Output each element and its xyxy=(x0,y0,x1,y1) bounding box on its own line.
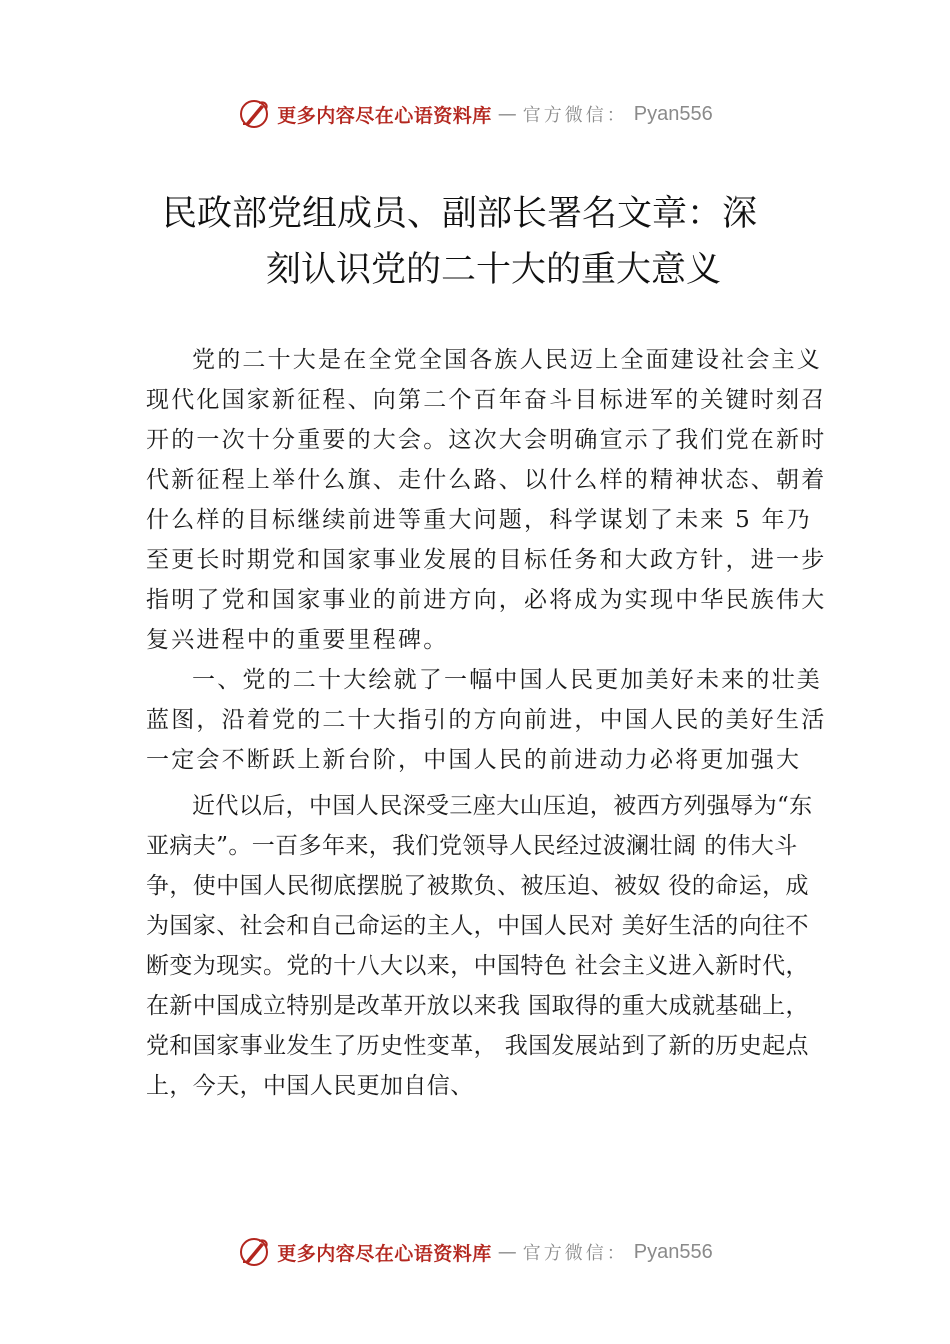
header-separator: — xyxy=(497,103,517,125)
footer-brand-text: 更多内容尽在心语资料库 xyxy=(277,1242,492,1265)
header-wechat-id: Pyan556 xyxy=(633,102,713,125)
title-line-2: 刻认识党的二十大的重大意义 xyxy=(266,250,722,290)
title-line-1: 民政部党组成员、副部长署名文章：深 xyxy=(162,194,758,234)
footer-wechat-label: 官方微信： xyxy=(522,1243,628,1264)
footer-wechat-id: Pyan556 xyxy=(633,1240,713,1263)
header-brand-text: 更多内容尽在心语资料库 xyxy=(277,104,492,127)
quill-pen-logo-icon xyxy=(237,1235,271,1269)
document-title xyxy=(120,186,830,298)
header-wechat-label: 官方微信： xyxy=(522,105,628,126)
quill-pen-logo-icon xyxy=(237,97,271,131)
footer-banner xyxy=(0,1232,950,1272)
document-body xyxy=(146,340,832,1106)
paragraph-intro: 党的二十大是在全党全国各族人民迈上全面建设社会主义现代化国家新征程、向第二个百年奋斗目标进军的关键时刻召开的一次十分重要的大会。这次大会明确宣示了我们党在新时代新征程上举什么旗、走什么路、以什么样的精神状态、朝着什么样的目标继续前进等重大问题，科学谋划了未来 5 年乃至更长时期党和国家事业发展的目标任务和大政方针，进一步指明了党和国家事业的前进方向，必将成为实现中华民族伟大复兴进程中的重要里程碑。 xyxy=(146,347,827,653)
paragraph-section-1: 近代以后，中国人民深受三座大山压迫，被西方列强辱为“东亚病夫”。一百多年来，我们党领导人民经过波澜壮阔 的伟大斗争，使中国人民彻底摆脱了被欺负、被压迫、被奴 役的命运，成为国家、社会和自己命运的主人，中国人民对 美好生活的向往不断变为现实。党的十八大以来，中国特色 社会主义进入新时代，在新中国成立特别是改革开放以来我 国取得的重大成就基础上，党和国家事业发生了历史性变革， 我国发展站到了新的历史起点上，今天，中国人民更加自信、 xyxy=(146,793,813,1099)
header-banner xyxy=(0,94,950,134)
footer-separator: — xyxy=(497,1241,517,1263)
section-heading-1: 一、党的二十大绘就了一幅中国人民更加美好未来的壮美蓝图，沿着党的二十大指引的方向前进，中国人民的美好生活一定会不断跃上新台阶，中国人民的前进动力必将更加强大 xyxy=(146,667,827,773)
